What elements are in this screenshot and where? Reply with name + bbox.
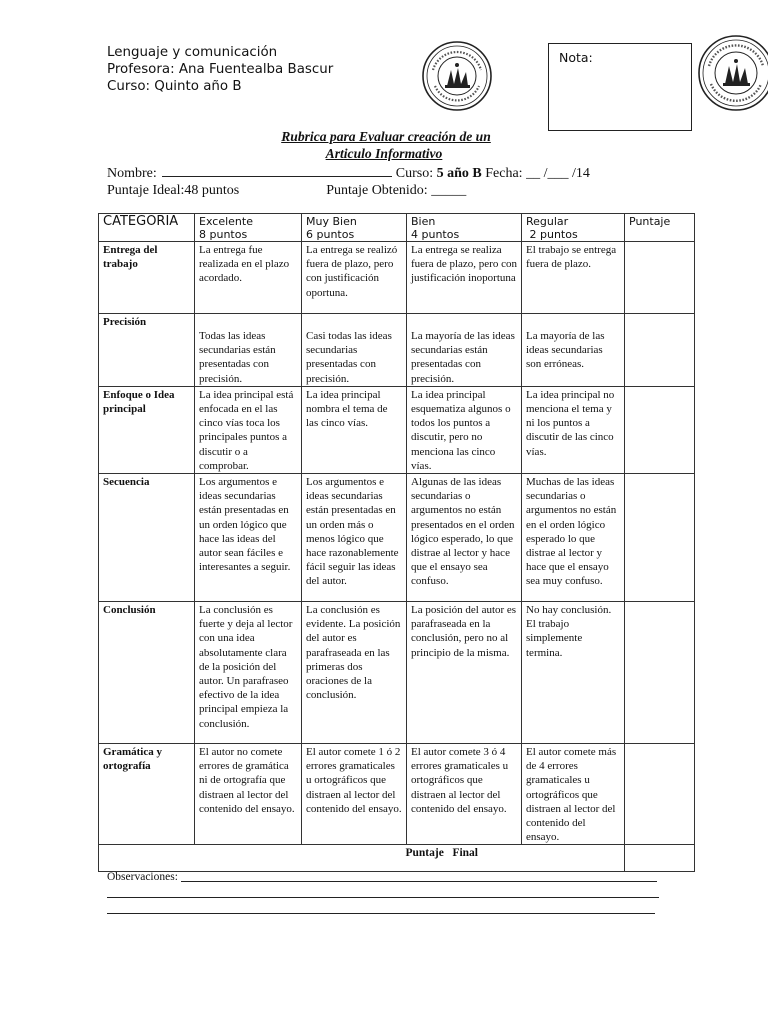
cell-excelente: La entrega fue realizada en el plazo acordado. — [195, 242, 302, 314]
cell-muy-bien: Los argumentos e ideas secundarias están presentadas en un orden más o menos lógico que hace razonablemente fácil seguir las ideas del autor. — [302, 474, 407, 602]
header-muy-bien: Muy Bien 6 puntos — [302, 214, 407, 242]
ideal-score-label: Puntaje Ideal:48 puntos — [107, 183, 240, 198]
table-row — [99, 242, 695, 314]
cell-excelente: La idea principal está enfocada en el las cinco vías toca los principales puntos a discutir o a comprobar. — [195, 386, 302, 473]
grade-box[interactable] — [548, 43, 692, 131]
header-block — [107, 44, 333, 95]
cell-puntaje[interactable] — [625, 242, 695, 314]
table-row — [99, 474, 695, 602]
final-score-label: Puntaje Final — [99, 845, 625, 872]
course-label: Curso: Quinto año B — [107, 79, 242, 94]
header-regular: Regular 2 puntos — [522, 214, 625, 242]
cell-excelente: Todas las ideas secundarias están presentadas con precisión. — [195, 314, 302, 387]
cell-puntaje[interactable] — [625, 474, 695, 602]
name-field[interactable] — [162, 164, 392, 177]
cell-regular: El autor comete más de 4 errores gramaticales u ortográficos que distraen al lector del contenido del ensayo. — [522, 744, 625, 845]
cell-regular: La idea principal no menciona el tema y ni los puntos a discutir de las cinco vías. — [522, 386, 625, 473]
grade-label: Nota: — [559, 50, 593, 65]
cell-bien: La entrega se realiza fuera de plazo, pero con justificación inoportuna — [407, 242, 522, 314]
document-title — [0, 128, 768, 162]
table-row — [99, 386, 695, 473]
cell-bien: La posición del autor es parafraseada en la conclusión, pero no al principio de la misma. — [407, 602, 522, 744]
cell-excelente: El autor no comete errores de gramática ni de ortografía que distraen al lector del contenido del ensayo. — [195, 744, 302, 845]
date-label: Fecha: — [485, 166, 523, 181]
subject-label: Lenguaje y comunicación — [107, 45, 278, 60]
cell-muy-bien: La entrega se realizó fuera de plazo, pero con justificación oportuna. — [302, 242, 407, 314]
score-info-line — [107, 182, 466, 199]
final-score-cell[interactable] — [625, 845, 695, 872]
header-bien: Bien 4 puntos — [407, 214, 522, 242]
cell-puntaje[interactable] — [625, 744, 695, 845]
cell-puntaje[interactable] — [625, 386, 695, 473]
student-info-line — [107, 164, 590, 182]
cell-puntaje[interactable] — [625, 314, 695, 387]
observations-line[interactable] — [181, 881, 657, 882]
cell-muy-bien: La conclusión es evidente. La posición del autor es parafraseada en las primeras dos oraciones de la conclusión. — [302, 602, 407, 744]
course-value: 5 año B — [436, 166, 482, 181]
cell-bien: La mayoría de las ideas secundarias están presentadas con precisión. — [407, 314, 522, 387]
obtained-score-field[interactable]: _____ — [431, 183, 467, 198]
table-row — [99, 602, 695, 744]
observations-line[interactable] — [107, 897, 659, 898]
row-category: Precisión — [99, 314, 195, 387]
cell-regular: La mayoría de las ideas secundarias son erróneas. — [522, 314, 625, 387]
date-field[interactable]: __ /___ /14 — [526, 166, 590, 181]
rubric-table — [98, 213, 695, 872]
obtained-score-label: Puntaje Obtenido: — [326, 183, 428, 198]
header-excelente: Excelente 8 puntos — [195, 214, 302, 242]
cell-muy-bien: Casi todas las ideas secundarias presentadas con precisión. — [302, 314, 407, 387]
cell-regular: No hay conclusión. El trabajo simplemente termina. — [522, 602, 625, 744]
cell-bien: La idea principal esquematiza algunos o todos los puntos a discutir, pero no menciona las cinco vías. — [407, 386, 522, 473]
row-category: Enfoque o Idea principal — [99, 386, 195, 473]
title-line-1: Rubrica para Evaluar creación de un — [281, 129, 491, 144]
cell-muy-bien: La idea principal nombra el tema de las cinco vías. — [302, 386, 407, 473]
cell-excelente: Los argumentos e ideas secundarias están presentadas en un orden lógico que hace las ideas del autor sean fáciles e interesantes a seguir. — [195, 474, 302, 602]
observations-label: Observaciones: — [107, 871, 178, 883]
cell-puntaje[interactable] — [625, 602, 695, 744]
cell-bien: El autor comete 3 ó 4 errores gramaticales u ortográficos que distraen al lector del contenido del ensayo. — [407, 744, 522, 845]
teacher-label: Profesora: Ana Fuentealba Bascur — [107, 62, 334, 77]
total-row — [99, 845, 695, 872]
observations-section — [107, 869, 178, 885]
header-categoria: CATEGORIA — [99, 214, 195, 242]
row-category: Entrega del trabajo — [99, 242, 195, 314]
table-header-row — [99, 214, 695, 242]
cell-excelente: La conclusión es fuerte y deja al lector con una idea absolutamente clara de la posición del autor. Un parafraseo efectivo de la idea principal empieza la conclusión. — [195, 602, 302, 744]
cell-regular: Muchas de las ideas secundarias o argumentos no están en el orden lógico esperado lo que distrae al lector y hace que el ensayo sea muy confuso. — [522, 474, 625, 602]
cell-regular: El trabajo se entrega fuera de plazo. — [522, 242, 625, 314]
name-label: Nombre: — [107, 166, 157, 181]
school-seal-icon — [421, 40, 493, 112]
row-category: Conclusión — [99, 602, 195, 744]
title-line-2: Articulo Informativo — [325, 146, 443, 161]
table-row — [99, 314, 695, 387]
school-seal-icon — [697, 34, 768, 112]
course-field-label: Curso: — [395, 166, 434, 181]
table-row — [99, 744, 695, 845]
cell-muy-bien: El autor comete 1 ó 2 errores gramaticales u ortográficos que distraen al lector del contenido del ensayo. — [302, 744, 407, 845]
row-category: Secuencia — [99, 474, 195, 602]
observations-line[interactable] — [107, 913, 655, 914]
cell-bien: Algunas de las ideas secundarias o argumentos no están presentados en el orden lógico esperado, lo que distrae al lector y hace que el ensayo sea confuso. — [407, 474, 522, 602]
header-puntaje: Puntaje — [625, 214, 695, 242]
row-category: Gramática y ortografía — [99, 744, 195, 845]
